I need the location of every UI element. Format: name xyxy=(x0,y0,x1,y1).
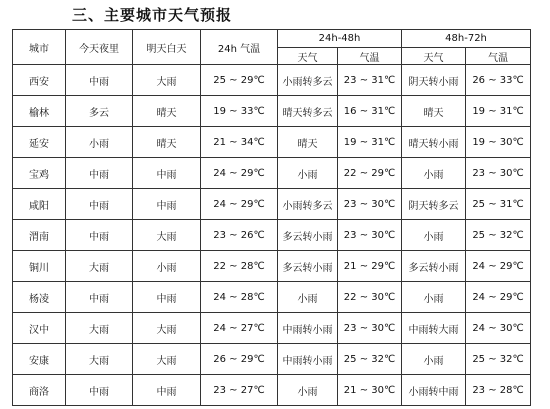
weather-24-48h-cell: 小雨 xyxy=(278,158,338,189)
temp-24h-cell: 23 ~ 27℃ xyxy=(201,375,278,406)
temp-24-48h-cell: 16 ~ 31℃ xyxy=(338,96,402,127)
temp-24h-cell: 24 ~ 28℃ xyxy=(201,282,278,313)
table-row xyxy=(13,96,531,127)
temp-24h-cell: 21 ~ 34℃ xyxy=(201,127,278,158)
temp-24-48h-cell: 23 ~ 30℃ xyxy=(338,313,402,344)
page-title: 三、主要城市天气预报 xyxy=(72,6,233,24)
temp-24-48h-cell: 22 ~ 30℃ xyxy=(338,282,402,313)
weather-24-48h-cell: 中雨转小雨 xyxy=(278,344,338,375)
weather-48-72h-cell: 小雨 xyxy=(402,282,466,313)
weather-48-72h-cell: 晴天转小雨 xyxy=(402,127,466,158)
tomorrow-day-cell: 晴天 xyxy=(133,127,201,158)
tonight-cell: 大雨 xyxy=(66,251,133,282)
weather-24-48h-cell: 小雨 xyxy=(278,282,338,313)
header-temp-24h: 24h 气温 xyxy=(201,30,278,65)
city-cell: 咸阳 xyxy=(13,189,66,220)
temp-24h-cell: 23 ~ 26℃ xyxy=(201,220,278,251)
table-row xyxy=(13,189,531,220)
tomorrow-day-cell: 晴天 xyxy=(133,96,201,127)
city-cell: 渭南 xyxy=(13,220,66,251)
temp-24h-cell: 22 ~ 28℃ xyxy=(201,251,278,282)
table-row xyxy=(13,65,531,96)
weather-24-48h-cell: 多云转小雨 xyxy=(278,251,338,282)
weather-24-48h-cell: 小雨转多云 xyxy=(278,65,338,96)
tomorrow-day-cell: 大雨 xyxy=(133,65,201,96)
tonight-cell: 中雨 xyxy=(66,282,133,313)
city-cell: 宝鸡 xyxy=(13,158,66,189)
temp-24-48h-cell: 21 ~ 29℃ xyxy=(338,251,402,282)
weather-48-72h-cell: 小雨 xyxy=(402,158,466,189)
temp-24h-cell: 24 ~ 27℃ xyxy=(201,313,278,344)
weather-48-72h-cell: 中雨转大雨 xyxy=(402,313,466,344)
forecast-table xyxy=(12,29,531,406)
temp-48-72h-cell: 25 ~ 32℃ xyxy=(466,344,531,375)
header-tonight: 今天夜里 xyxy=(66,30,133,65)
forecast-body xyxy=(13,65,531,406)
temp-48-72h-cell: 26 ~ 33℃ xyxy=(466,65,531,96)
tonight-cell: 中雨 xyxy=(66,158,133,189)
tonight-cell: 大雨 xyxy=(66,313,133,344)
temp-48-72h-cell: 23 ~ 30℃ xyxy=(466,158,531,189)
city-cell: 榆林 xyxy=(13,96,66,127)
header-group-24-48h: 24h-48h xyxy=(278,30,402,48)
temp-48-72h-cell: 19 ~ 31℃ xyxy=(466,96,531,127)
table-row xyxy=(13,127,531,158)
table-row xyxy=(13,344,531,375)
temp-24-48h-cell: 23 ~ 31℃ xyxy=(338,65,402,96)
tomorrow-day-cell: 中雨 xyxy=(133,282,201,313)
table-row xyxy=(13,313,531,344)
tonight-cell: 中雨 xyxy=(66,375,133,406)
temp-24-48h-cell: 23 ~ 30℃ xyxy=(338,220,402,251)
tonight-cell: 小雨 xyxy=(66,127,133,158)
weather-48-72h-cell: 晴天 xyxy=(402,96,466,127)
tomorrow-day-cell: 大雨 xyxy=(133,220,201,251)
weather-24-48h-cell: 小雨 xyxy=(278,375,338,406)
tomorrow-day-cell: 大雨 xyxy=(133,344,201,375)
temp-24h-cell: 19 ~ 33℃ xyxy=(201,96,278,127)
weather-24-48h-cell: 晴天 xyxy=(278,127,338,158)
temp-24-48h-cell: 25 ~ 32℃ xyxy=(338,344,402,375)
table-row xyxy=(13,375,531,406)
temp-48-72h-cell: 24 ~ 29℃ xyxy=(466,282,531,313)
weather-24-48h-cell: 多云转小雨 xyxy=(278,220,338,251)
table-row xyxy=(13,251,531,282)
temp-24h-cell: 26 ~ 29℃ xyxy=(201,344,278,375)
weather-48-72h-cell: 小雨 xyxy=(402,344,466,375)
tomorrow-day-cell: 中雨 xyxy=(133,158,201,189)
weather-24-48h-cell: 晴天转多云 xyxy=(278,96,338,127)
temp-24h-cell: 25 ~ 29℃ xyxy=(201,65,278,96)
city-cell: 铜川 xyxy=(13,251,66,282)
tomorrow-day-cell: 大雨 xyxy=(133,313,201,344)
temp-48-72h-cell: 25 ~ 32℃ xyxy=(466,220,531,251)
city-cell: 西安 xyxy=(13,65,66,96)
temp-48-72h-cell: 19 ~ 30℃ xyxy=(466,127,531,158)
header-temperature-48-72h: 气温 xyxy=(466,48,531,65)
tonight-cell: 中雨 xyxy=(66,65,133,96)
weather-24-48h-cell: 中雨转小雨 xyxy=(278,313,338,344)
temp-48-72h-cell: 24 ~ 29℃ xyxy=(466,251,531,282)
weather-48-72h-cell: 多云转小雨 xyxy=(402,251,466,282)
weather-48-72h-cell: 阴天转小雨 xyxy=(402,65,466,96)
table-row xyxy=(13,158,531,189)
city-cell: 延安 xyxy=(13,127,66,158)
tomorrow-day-cell: 小雨 xyxy=(133,251,201,282)
city-cell: 汉中 xyxy=(13,313,66,344)
header-city: 城市 xyxy=(13,30,66,65)
city-cell: 安康 xyxy=(13,344,66,375)
table-row xyxy=(13,220,531,251)
tonight-cell: 中雨 xyxy=(66,220,133,251)
tonight-cell: 大雨 xyxy=(66,344,133,375)
city-cell: 杨凌 xyxy=(13,282,66,313)
temp-24-48h-cell: 21 ~ 30℃ xyxy=(338,375,402,406)
temp-48-72h-cell: 23 ~ 28℃ xyxy=(466,375,531,406)
weather-48-72h-cell: 小雨转中雨 xyxy=(402,375,466,406)
temp-24-48h-cell: 23 ~ 30℃ xyxy=(338,189,402,220)
tonight-cell: 中雨 xyxy=(66,189,133,220)
weather-24-48h-cell: 小雨转多云 xyxy=(278,189,338,220)
tomorrow-day-cell: 中雨 xyxy=(133,375,201,406)
header-weather-24-48h: 天气 xyxy=(278,48,338,65)
temp-24-48h-cell: 19 ~ 31℃ xyxy=(338,127,402,158)
header-temperature-24-48h: 气温 xyxy=(338,48,402,65)
temp-24h-cell: 24 ~ 29℃ xyxy=(201,158,278,189)
city-cell: 商洛 xyxy=(13,375,66,406)
tonight-cell: 多云 xyxy=(66,96,133,127)
header-row xyxy=(13,30,531,48)
header-weather-48-72h: 天气 xyxy=(402,48,466,65)
header-tomorrow-day: 明天白天 xyxy=(133,30,201,65)
header-group-48-72h: 48h-72h xyxy=(402,30,531,48)
temp-24-48h-cell: 22 ~ 29℃ xyxy=(338,158,402,189)
table-row xyxy=(13,282,531,313)
weather-48-72h-cell: 小雨 xyxy=(402,220,466,251)
weather-48-72h-cell: 阴天转多云 xyxy=(402,189,466,220)
temp-48-72h-cell: 25 ~ 31℃ xyxy=(466,189,531,220)
tomorrow-day-cell: 中雨 xyxy=(133,189,201,220)
temp-24h-cell: 24 ~ 29℃ xyxy=(201,189,278,220)
temp-48-72h-cell: 24 ~ 30℃ xyxy=(466,313,531,344)
